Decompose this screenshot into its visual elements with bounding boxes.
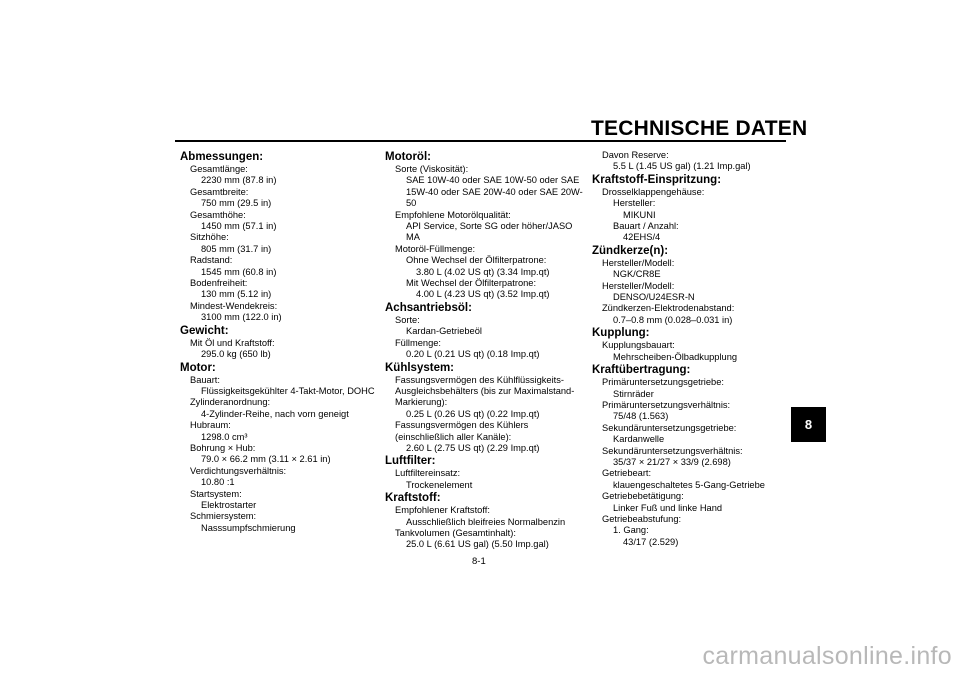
spec-line: 10.80 :1 bbox=[201, 477, 235, 488]
section-heading: Kraftstoff-Einspritzung: bbox=[592, 173, 722, 186]
spec-line: Markierung): bbox=[395, 397, 448, 408]
spec-line: DENSO/U24ESR-N bbox=[613, 292, 695, 303]
spec-line: 0.25 L (0.26 US qt) (0.22 Imp.qt) bbox=[406, 408, 540, 419]
spec-line: Trockenelement bbox=[406, 479, 473, 490]
section-heading: Kraftübertragung: bbox=[592, 364, 691, 377]
spec-line: 130 mm (5.12 in) bbox=[201, 289, 272, 300]
spec-line: Zylinderanordnung: bbox=[190, 397, 271, 408]
spec-line: SAE 10W-40 oder SAE 10W-50 oder SAE bbox=[406, 175, 580, 186]
spec-line: Kardan-Getriebeöl bbox=[406, 326, 482, 337]
spec-line: Bohrung × Hub: bbox=[190, 442, 256, 453]
spec-line: 35/37 × 21/27 × 33/9 (2.698) bbox=[613, 456, 731, 467]
spec-line: Mindest-Wendekreis: bbox=[190, 300, 278, 311]
spec-line: Ausgleichsbehälters (bis zur Maximalstand- bbox=[395, 385, 575, 396]
spec-line: Linker Fuß und linke Hand bbox=[613, 502, 723, 513]
spec-line: Mehrscheiben-Ölbadkupplung bbox=[613, 351, 738, 362]
spec-line: Radstand: bbox=[190, 255, 233, 266]
spec-line: Bauart / Anzahl: bbox=[613, 221, 679, 232]
page-title: TECHNISCHE DATEN bbox=[591, 117, 808, 140]
spec-line: Drosselklappengehäuse: bbox=[602, 186, 705, 197]
spec-column-1 bbox=[180, 150, 380, 534]
spec-line: 42EHS/4 bbox=[623, 232, 661, 243]
spec-line: 79.0 × 66.2 mm (3.11 × 2.61 in) bbox=[201, 454, 331, 465]
spec-line: klauengeschaltetes 5-Gang-Getriebe bbox=[613, 479, 765, 490]
spec-line: 3100 mm (122.0 in) bbox=[201, 312, 282, 323]
spec-line: Schmiersystem: bbox=[190, 511, 257, 522]
spec-line: 2230 mm (87.8 in) bbox=[201, 175, 277, 186]
spec-line: Luftfiltereinsatz: bbox=[395, 468, 461, 479]
spec-line: Gesamtlänge: bbox=[190, 164, 248, 174]
section-heading: Zündkerze(n): bbox=[592, 244, 669, 257]
spec-line: 750 mm (29.5 in) bbox=[201, 198, 272, 209]
section-heading: Kraftstoff: bbox=[385, 492, 441, 505]
spec-line: Sorte (Viskosität): bbox=[395, 164, 469, 174]
spec-line: Getriebeart: bbox=[602, 468, 652, 479]
spec-line: 50 bbox=[406, 198, 417, 209]
spec-line: 3.80 L (4.02 US qt) (3.34 Imp.qt) bbox=[416, 266, 550, 277]
spec-line: Stirnräder bbox=[613, 388, 654, 399]
section-heading: Motoröl: bbox=[385, 151, 431, 163]
spec-line: (einschließlich aller Kanäle): bbox=[395, 431, 512, 442]
spec-line: MA bbox=[406, 232, 420, 243]
spec-line: Sekundäruntersetzungsgetriebe: bbox=[602, 422, 737, 433]
spec-line: Verdichtungsverhältnis: bbox=[190, 465, 287, 476]
spec-line: 15W-40 oder SAE 20W-40 oder SAE 20W- bbox=[406, 186, 583, 197]
spec-line: 295.0 kg (650 lb) bbox=[201, 349, 271, 360]
spec-line: 805 mm (31.7 in) bbox=[201, 243, 272, 254]
spec-line: 4-Zylinder-Reihe, nach vorn geneigt bbox=[201, 408, 349, 419]
spec-column-3 bbox=[592, 150, 792, 548]
chapter-tab: 8 bbox=[791, 407, 826, 442]
spec-line: Sorte: bbox=[395, 314, 420, 325]
spec-line: Motoröl-Füllmenge: bbox=[395, 243, 476, 254]
spec-line: MIKUNI bbox=[623, 209, 656, 220]
spec-line: Fassungsvermögen des Kühlers bbox=[395, 420, 529, 431]
section-heading: Achsantriebsöl: bbox=[385, 301, 472, 314]
spec-line: 1450 mm (57.1 in) bbox=[201, 221, 277, 232]
spec-column-2 bbox=[385, 150, 585, 551]
spec-line: Mit Öl und Kraftstoff: bbox=[190, 337, 275, 348]
section-heading: Kühlsystem: bbox=[385, 361, 455, 374]
spec-line: 0.7–0.8 mm (0.028–0.031 in) bbox=[613, 314, 733, 325]
spec-line: 5.5 L (1.45 US gal) (1.21 Imp.gal) bbox=[613, 161, 751, 172]
spec-line: Hubraum: bbox=[190, 420, 231, 431]
section-heading: Gewicht: bbox=[180, 324, 229, 337]
spec-line: NGK/CR8E bbox=[613, 269, 661, 280]
spec-line: Kardanwelle bbox=[613, 434, 665, 445]
spec-line: Gesamtbreite: bbox=[190, 186, 249, 197]
spec-line: Sitzhöhe: bbox=[190, 232, 229, 243]
spec-line: Flüssigkeitsgekühlter 4-Takt-Motor, DOHC bbox=[201, 385, 375, 396]
spec-line: Getriebebetätigung: bbox=[602, 491, 684, 502]
title-rule bbox=[175, 140, 786, 142]
spec-line: 1. Gang: bbox=[613, 525, 649, 536]
spec-line: Hersteller/Modell: bbox=[602, 280, 675, 291]
spec-line: Ohne Wechsel der Ölfilterpatrone: bbox=[406, 255, 547, 266]
spec-line: 75/48 (1.563) bbox=[613, 411, 669, 422]
spec-line: Empfohlener Kraftstoff: bbox=[395, 505, 490, 516]
spec-line: Mit Wechsel der Ölfilterpatrone: bbox=[406, 278, 537, 289]
page-number: 8-1 bbox=[472, 556, 486, 567]
spec-line: Nasssumpfschmierung bbox=[201, 522, 296, 533]
spec-line: Hersteller: bbox=[613, 198, 656, 209]
spec-line: Füllmenge: bbox=[395, 337, 441, 348]
spec-line: 25.0 L (6.61 US gal) (5.50 Imp.gal) bbox=[406, 539, 549, 550]
spec-line: Elektrostarter bbox=[201, 499, 257, 510]
section-heading: Luftfilter: bbox=[385, 455, 436, 468]
spec-line: Getriebeabstufung: bbox=[602, 513, 682, 524]
spec-line: Zündkerzen-Elektrodenabstand: bbox=[602, 303, 735, 314]
spec-line: Davon Reserve: bbox=[602, 150, 669, 160]
spec-line: 4.00 L (4.23 US qt) (3.52 Imp.qt) bbox=[416, 289, 550, 300]
section-heading: Motor: bbox=[180, 361, 216, 374]
spec-line: Tankvolumen (Gesamtinhalt): bbox=[395, 527, 516, 538]
spec-line: Ausschließlich bleifreies Normalbenzin bbox=[406, 516, 566, 527]
spec-line: 1545 mm (60.8 in) bbox=[201, 266, 277, 277]
spec-line: Startsystem: bbox=[190, 488, 242, 499]
spec-line: Fassungsvermögen des Kühlflüssigkeits- bbox=[395, 374, 564, 385]
spec-line: Sekundäruntersetzungsverhältnis: bbox=[602, 445, 743, 456]
spec-line: Gesamthöhe: bbox=[190, 209, 246, 220]
section-heading: Abmessungen: bbox=[180, 151, 264, 163]
spec-line: Empfohlene Motorölqualität: bbox=[395, 209, 511, 220]
spec-line: Bauart: bbox=[190, 374, 220, 385]
watermark: carmanualsonline.info bbox=[702, 642, 952, 670]
spec-line: Primäruntersetzungsverhältnis: bbox=[602, 399, 731, 410]
spec-line: Hersteller/Modell: bbox=[602, 257, 675, 268]
spec-line: 1298.0 cm³ bbox=[201, 431, 248, 442]
section-heading: Kupplung: bbox=[592, 327, 650, 340]
spec-line: 2.60 L (2.75 US qt) (2.29 Imp.qt) bbox=[406, 442, 540, 453]
spec-line: 43/17 (2.529) bbox=[623, 536, 679, 547]
spec-line: 0.20 L (0.21 US qt) (0.18 Imp.qt) bbox=[406, 349, 540, 360]
spec-line: Kupplungsbauart: bbox=[602, 340, 675, 351]
spec-line: API Service, Sorte SG oder höher/JASO bbox=[406, 221, 573, 232]
spec-line: Bodenfreiheit: bbox=[190, 278, 248, 289]
spec-line: Primäruntersetzungsgetriebe: bbox=[602, 377, 724, 388]
